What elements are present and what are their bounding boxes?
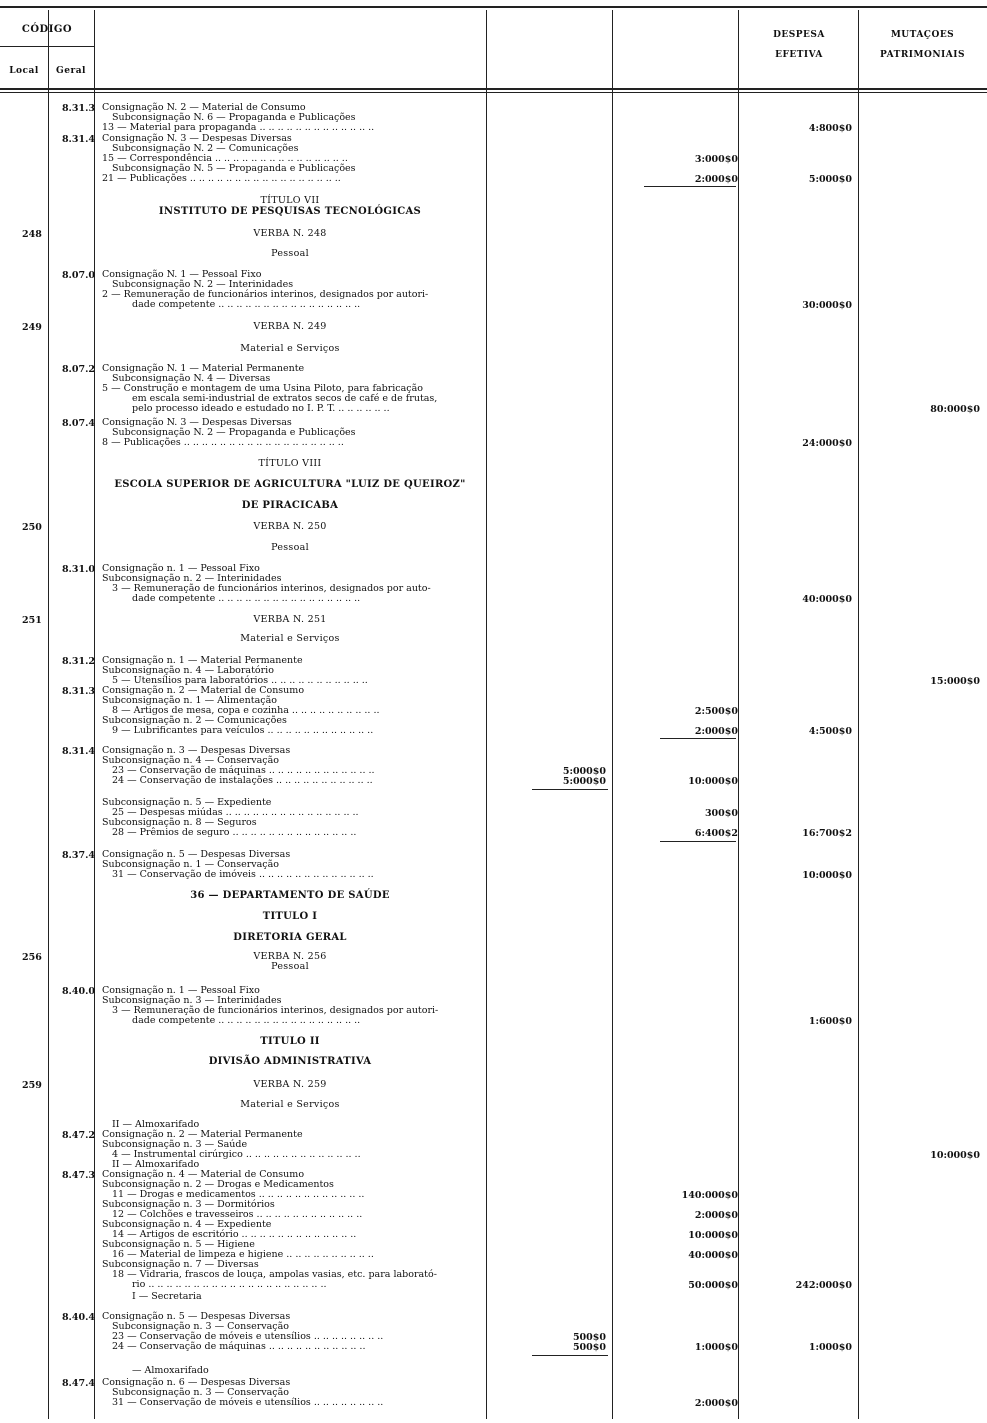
line-item-text: 9 — Lubrificantes para veículos .. .. .. .. .. .. .. .. .. .. .. .. (112, 725, 374, 736)
section-heading: VERBA N. 259 (253, 1079, 327, 1090)
section-heading: VERBA N. 249 (253, 321, 327, 332)
partial-amount: 300$0 (704, 808, 738, 819)
line-item-text: Subconsignação n. 3 — Conservação (112, 1321, 289, 1332)
line-item-text: 12 — Colchões e travesseiros .. .. .. .. .. .. .. .. .. .. .. .. (112, 1209, 363, 1220)
sum-rule (532, 1355, 608, 1356)
top-rule (0, 6, 987, 8)
line-item-text: 31 — Conservação de móveis e utensílios .. .. .. .. .. .. .. .. (112, 1397, 384, 1408)
col-divider-geral (94, 10, 95, 1419)
line-item-text: 15 — Correspondência .. .. .. .. .. .. .. .. .. .. .. .. .. .. .. (102, 153, 348, 164)
line-item-text: dade competente .. .. .. .. .. .. .. .. .. .. .. .. .. .. .. .. (132, 299, 361, 310)
codigo-geral: 8.40.4 (61, 1312, 95, 1323)
mutacoes-value: 10:000$0 (930, 1150, 980, 1161)
partial-amount: 140:000$0 (681, 1190, 738, 1201)
sum-rule (660, 841, 736, 842)
despesa-efetiva-value: 1:600$0 (808, 1016, 852, 1027)
partial-amount: 5:000$0 (562, 776, 606, 787)
line-item-text: Subconsignação n. 3 — Dormitórios (102, 1199, 275, 1210)
line-item-text: rio .. .. .. .. .. .. .. .. .. .. .. .. .. .. .. .. .. .. .. .. (132, 1279, 327, 1290)
line-item-text: — Almoxarifado (132, 1365, 209, 1376)
codigo-geral: 8.31.3 (61, 686, 95, 697)
line-item-text: Consignação n. 6 — Despesas Diversas (102, 1377, 291, 1388)
line-item-text: Subconsignação N. 2 — Interinidades (112, 279, 294, 290)
line-item-text: em escala semi-industrial de extratos secos de café e de frutas, (132, 393, 438, 404)
line-item-text: Subconsignação n. 2 — Interinidades (102, 573, 282, 584)
section-heading: ESCOLA SUPERIOR DE AGRICULTURA "LUIZ DE QUEIROZ" (114, 479, 466, 490)
line-item-text: Subconsignação n. 4 — Expediente (102, 1219, 272, 1230)
line-item-text: Consignação N. 3 — Despesas Diversas (102, 417, 292, 428)
line-item-text: Subconsignação n. 5 — Higiene (102, 1239, 255, 1250)
line-item-text: II — Almoxarifado (112, 1159, 200, 1170)
header-mutacoes-1: MUTAÇOES (890, 30, 955, 40)
col-divider-3 (858, 10, 859, 1419)
col-divider-desc (486, 10, 487, 1419)
codigo-local: 250 (22, 522, 42, 533)
codigo-geral: 8.07.0 (61, 270, 95, 281)
partial-amount: 10:000$0 (688, 776, 738, 787)
line-item-text: Consignação n. 2 — Material de Consumo (102, 685, 305, 696)
section-heading: DIVISÃO ADMINISTRATIVA (208, 1056, 372, 1067)
line-item-text: Subconsignação n. 3 — Interinidades (102, 995, 282, 1006)
codigo-geral: 8.47.2 (61, 1130, 95, 1141)
sum-rule (532, 789, 608, 790)
codigo-divider (0, 46, 94, 47)
section-heading: INSTITUTO DE PESQUISAS TECNOLÓGICAS (158, 206, 422, 217)
codigo-geral: 8.07.4 (61, 418, 95, 429)
line-item-text: Consignação n. 1 — Pessoal Fixo (102, 985, 260, 996)
line-item-text: Subconsignação n. 1 — Alimentação (102, 695, 277, 706)
line-item-text: Consignação n. 5 — Despesas Diversas (102, 849, 291, 860)
line-item-text: Subconsignação n. 4 — Conservação (102, 755, 279, 766)
line-item-text: 2 — Remuneração de funcionários interinos, designados por autori- (102, 289, 429, 300)
despesa-efetiva-value: 4:800$0 (808, 123, 852, 134)
line-item-text: 24 — Conservação de máquinas .. .. .. .. .. .. .. .. .. .. .. (112, 1341, 366, 1352)
partial-amount: 2:500$0 (694, 706, 738, 717)
section-heading: VERBA N. 256 (253, 951, 327, 962)
section-heading: Pessoal (271, 961, 309, 972)
section-heading: VERBA N. 250 (253, 521, 327, 532)
mutacoes-value: 80:000$0 (930, 404, 980, 415)
line-item-text: Subconsignação N. 2 — Comunicações (112, 143, 299, 154)
line-item-text: 13 — Material para propaganda .. .. .. .. .. .. .. .. .. .. .. .. .. (102, 122, 375, 133)
header-despesa-2: EFETIVA (775, 50, 823, 60)
line-item-text: 8 — Artigos de mesa, copa e cozinha .. .. .. .. .. .. .. .. .. .. (112, 705, 380, 716)
line-item-text: Subconsignação N. 5 — Propaganda e Publicações (112, 163, 356, 174)
partial-amount: 500$0 (572, 1342, 606, 1353)
despesa-efetiva-value: 16:700$2 (802, 828, 852, 839)
col-divider-1 (612, 10, 613, 1419)
header-local: Local (9, 66, 39, 76)
line-item-text: 8 — Publicações .. .. .. .. .. .. .. .. .. .. .. .. .. .. .. .. .. .. (102, 437, 344, 448)
codigo-geral: 8.37.4 (61, 850, 95, 861)
line-item-text: Subconsignação n. 3 — Conservação (112, 1387, 289, 1398)
header-despesa-1: DESPESA (773, 30, 825, 40)
line-item-text: Subconsignação N. 4 — Diversas (112, 373, 271, 384)
despesa-efetiva-value: 24:000$0 (802, 438, 852, 449)
header-geral: Geral (56, 66, 86, 76)
section-heading: DE PIRACICABA (241, 500, 339, 511)
despesa-efetiva-value: 1:000$0 (808, 1342, 852, 1353)
line-item-text: 14 — Artigos de escritório .. .. .. .. .. .. .. .. .. .. .. .. .. (112, 1229, 357, 1240)
section-heading: VERBA N. 251 (253, 614, 327, 625)
line-item-text: Consignação n. 5 — Despesas Diversas (102, 1311, 291, 1322)
codigo-geral: 8.47.3 (61, 1170, 95, 1181)
partial-amount: 10:000$0 (688, 1230, 738, 1241)
line-item-text: 18 — Vidraria, frascos de louça, ampolas vasias, etc. para laborató- (112, 1269, 437, 1280)
line-item-text: Subconsignação n. 1 — Conservação (102, 859, 279, 870)
codigo-geral: 8.31.4 (61, 134, 95, 145)
line-item-text: pelo processo ideado e estudado no I. P. T. .. .. .. .. .. .. (132, 403, 390, 414)
partial-amount: 2:000$0 (694, 726, 738, 737)
line-item-text: Subconsignação n. 8 — Seguros (102, 817, 257, 828)
partial-amount: 3:000$0 (694, 154, 738, 165)
line-item-text: Consignação n. 3 — Despesas Diversas (102, 745, 291, 756)
partial-amount: 6:400$2 (694, 828, 738, 839)
partial-amount: 40:000$0 (688, 1250, 738, 1261)
despesa-efetiva-value: 30:000$0 (802, 300, 852, 311)
codigo-geral: 8.31.2 (61, 656, 95, 667)
partial-amount: 2:000$0 (694, 1210, 738, 1221)
partial-amount: 1:000$0 (694, 1342, 738, 1353)
line-item-text: 25 — Despesas miúdas .. .. .. .. .. .. .. .. .. .. .. .. .. .. .. (112, 807, 359, 818)
header-bottom-rule (0, 88, 987, 90)
section-heading: Material e Serviços (240, 633, 340, 644)
section-heading: Pessoal (271, 248, 309, 259)
section-heading: TÍTULO VIII (258, 458, 322, 469)
section-heading: DIRETORIA GERAL (233, 932, 347, 943)
line-item-text: Subconsignação n. 4 — Laboratório (102, 665, 274, 676)
line-item-text: Subconsignação n. 2 — Drogas e Medicamentos (102, 1179, 334, 1190)
sum-rule (660, 738, 736, 739)
codigo-geral: 8.40.0 (61, 986, 95, 997)
line-item-text: Consignação n. 1 — Material Permanente (102, 655, 303, 666)
line-item-text: Consignação n. 2 — Material Permanente (102, 1129, 303, 1140)
line-item-text: I — Secretaria (132, 1291, 202, 1302)
section-heading: TITULO II (260, 1036, 320, 1047)
line-item-text: Subconsignação N. 2 — Propaganda e Publicações (112, 427, 356, 438)
codigo-geral: 8.47.4 (61, 1378, 95, 1389)
section-heading: Material e Serviços (240, 1099, 340, 1110)
line-item-text: Consignação N. 2 — Material de Consumo (102, 102, 306, 113)
line-item-text: Consignação N. 3 — Despesas Diversas (102, 133, 292, 144)
despesa-efetiva-value: 40:000$0 (802, 594, 852, 605)
line-item-text: Consignação N. 1 — Pessoal Fixo (102, 269, 262, 280)
section-heading: 36 — DEPARTAMENTO DE SAÚDE (190, 890, 390, 901)
line-item-text: 5 — Utensílios para laboratórios .. .. .. .. .. .. .. .. .. .. .. (112, 675, 368, 686)
line-item-text: 31 — Conservação de imóveis .. .. .. .. .. .. .. .. .. .. .. .. .. (112, 869, 374, 880)
codigo-local: 259 (22, 1080, 42, 1091)
partial-amount: 5:000$0 (562, 766, 606, 777)
line-item-text: 3 — Remuneração de funcionários interinos, designados por auto- (112, 583, 431, 594)
codigo-local: 251 (22, 615, 42, 626)
codigo-geral: 8.31.4 (61, 746, 95, 757)
line-item-text: 11 — Drogas e medicamentos .. .. .. .. .. .. .. .. .. .. .. .. (112, 1189, 365, 1200)
codigo-geral: 8.31.3 (61, 103, 95, 114)
col-divider-local (48, 10, 49, 1419)
header-codigo: CÓDIGO (21, 24, 73, 35)
line-item-text: Consignação N. 1 — Material Permanente (102, 363, 305, 374)
despesa-efetiva-value: 10:000$0 (802, 870, 852, 881)
codigo-local: 248 (22, 229, 42, 240)
partial-amount: 50:000$0 (688, 1280, 738, 1291)
line-item-text: Subconsignação N. 6 — Propaganda e Publicações (112, 112, 356, 123)
codigo-local: 249 (22, 322, 42, 333)
header-bottom-rule-2 (0, 92, 987, 93)
codigo-geral: 8.07.2 (61, 364, 95, 375)
line-item-text: Subconsignação n. 3 — Saúde (102, 1139, 248, 1150)
section-heading: Material e Serviços (240, 343, 340, 354)
header-mutacoes-2: PATRIMONIAIS (880, 50, 965, 60)
line-item-text: Subconsignação n. 7 — Diversas (102, 1259, 259, 1270)
line-item-text: Subconsignação n. 2 — Comunicações (102, 715, 287, 726)
line-item-text: 28 — Prêmios de seguro .. .. .. .. .. .. .. .. .. .. .. .. .. .. (112, 827, 357, 838)
section-heading: Pessoal (271, 542, 309, 553)
codigo-local: 256 (22, 952, 42, 963)
line-item-text: dade competente .. .. .. .. .. .. .. .. .. .. .. .. .. .. .. .. (132, 593, 361, 604)
line-item-text: 4 — Instrumental cirúrgico .. .. .. .. .. .. .. .. .. .. .. .. .. (112, 1149, 361, 1160)
section-heading: VERBA N. 248 (253, 228, 327, 239)
section-heading: TÍTULO VII (260, 195, 320, 206)
line-item-text: 3 — Remuneração de funcionários interinos, designados por autori- (112, 1005, 439, 1016)
line-item-text: Subconsignação n. 5 — Expediente (102, 797, 272, 808)
line-item-text: 23 — Conservação de móveis e utensílios .. .. .. .. .. .. .. .. (112, 1331, 384, 1342)
partial-amount: 2:000$0 (694, 174, 738, 185)
sum-rule (644, 186, 736, 187)
section-heading: TITULO I (262, 911, 318, 922)
partial-amount: 2:000$0 (694, 1398, 738, 1409)
partial-amount: 500$0 (572, 1332, 606, 1343)
line-item-text: 16 — Material de limpeza e higiene .. .. .. .. .. .. .. .. .. .. (112, 1249, 374, 1260)
line-item-text: 21 — Publicações .. .. .. .. .. .. .. .. .. .. .. .. .. .. .. .. .. (102, 173, 341, 184)
line-item-text: 23 — Conservação de máquinas .. .. .. .. .. .. .. .. .. .. .. .. (112, 765, 375, 776)
line-item-text: dade competente .. .. .. .. .. .. .. .. .. .. .. .. .. .. .. .. (132, 1015, 361, 1026)
despesa-efetiva-value: 5:000$0 (808, 174, 852, 185)
line-item-text: II — Almoxarifado (112, 1119, 200, 1130)
despesa-efetiva-value: 242:000$0 (795, 1280, 852, 1291)
col-divider-2 (738, 10, 739, 1419)
despesa-efetiva-value: 4:500$0 (808, 726, 852, 737)
line-item-text: Consignação n. 1 — Pessoal Fixo (102, 563, 260, 574)
line-item-text: 24 — Conservação de instalações .. .. .. .. .. .. .. .. .. .. .. (112, 775, 373, 786)
mutacoes-value: 15:000$0 (930, 676, 980, 687)
codigo-geral: 8.31.0 (61, 564, 95, 575)
line-item-text: Consignação n. 4 — Material de Consumo (102, 1169, 305, 1180)
line-item-text: 5 — Construção e montagem de uma Usina Piloto, para fabricação (102, 383, 423, 394)
